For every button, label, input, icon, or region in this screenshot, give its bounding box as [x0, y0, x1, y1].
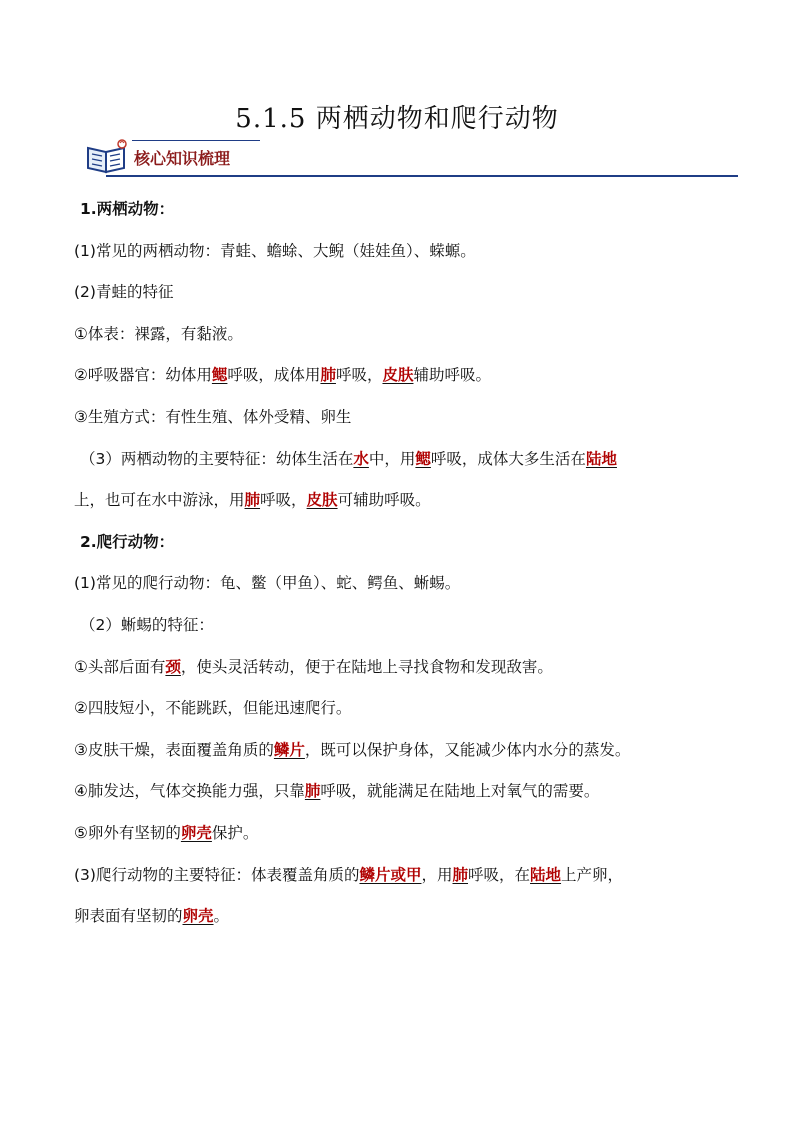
note-text: 上产卵，	[561, 865, 624, 884]
note-text: 保护。	[211, 823, 259, 842]
answer-blank: 水	[353, 449, 369, 468]
answer-blank: 鳞片或甲	[359, 865, 422, 884]
note-text: 上，也可在水中游泳，用	[74, 491, 245, 510]
note-text: 2.爬行动物：	[80, 532, 175, 551]
header-top-rule	[132, 140, 260, 141]
section-label: 核心知识梳理	[134, 149, 231, 168]
note-text: ③生殖方式：有性生殖、体外受精、卵生	[74, 407, 352, 426]
note-text: 呼吸，在	[468, 865, 531, 884]
note-line	[74, 693, 754, 735]
note-line	[74, 860, 754, 902]
section-heading	[74, 194, 754, 236]
answer-blank: 肺	[244, 491, 261, 510]
note-text: ，用	[421, 865, 453, 884]
note-text: 。	[213, 907, 230, 926]
note-text: ④肺发达，气体交换能力强，只靠	[74, 782, 305, 801]
note-text: (1)常见的爬行动物：龟、鳖（甲鱼）、蛇、鳄鱼、蜥蜴。	[74, 574, 461, 593]
notes-body	[74, 194, 754, 943]
note-text: ②呼吸器官：幼体用	[74, 366, 212, 385]
note-text: 中，用	[368, 449, 416, 468]
note-text: 可辅助呼吸。	[337, 491, 431, 510]
answer-blank: 陆地	[530, 865, 562, 884]
answer-blank: 陆地	[585, 449, 617, 468]
note-text: 呼吸，	[260, 491, 307, 510]
note-line	[74, 652, 754, 694]
note-text: 呼吸，	[335, 366, 383, 385]
note-line	[74, 277, 754, 319]
answer-blank: 鳞片	[273, 740, 305, 759]
note-line	[74, 485, 754, 527]
note-line	[74, 818, 754, 860]
answer-blank: 皮肤	[306, 491, 338, 510]
note-text: (1)常见的两栖动物：青蛙、蟾蜍、大鲵（娃娃鱼）、蝾螈。	[74, 241, 476, 260]
note-text: 1.两栖动物：	[80, 200, 175, 218]
answer-blank: 卵壳	[180, 823, 212, 842]
note-line	[74, 402, 754, 444]
note-line	[74, 735, 754, 777]
note-line	[74, 568, 754, 610]
note-line	[74, 360, 754, 402]
answer-blank: 肺	[320, 366, 336, 385]
note-text: 呼吸，成体用	[227, 366, 321, 385]
note-text: ，使头灵活转动，便于在陆地上寻找食物和发现敌害。	[180, 657, 553, 676]
note-text: 辅助呼吸。	[413, 366, 491, 385]
header-bottom-rule	[106, 175, 738, 177]
note-text: ②四肢短小，不能跳跃，但能迅速爬行。	[74, 699, 352, 718]
note-text: （2）蜥蜴的特征：	[80, 615, 214, 634]
note-text: 呼吸，成体大多生活在	[430, 449, 586, 468]
note-text: (3)爬行动物的主要特征：体表覆盖角质的	[74, 865, 360, 884]
answer-blank: 颈	[165, 657, 181, 676]
note-line	[74, 236, 754, 278]
note-line	[74, 901, 754, 943]
page-title: 5.1.5 两栖动物和爬行动物	[235, 104, 559, 134]
note-text: ⑤卵外有坚韧的	[74, 823, 181, 842]
section-header	[84, 136, 738, 180]
note-text: ③皮肤干燥，表面覆盖角质的	[74, 740, 274, 759]
note-line	[74, 319, 754, 361]
section-heading	[74, 527, 754, 569]
answer-blank: 卵壳	[182, 907, 214, 926]
note-line	[74, 776, 754, 818]
note-text: 呼吸，就能满足在陆地上对氧气的需要。	[320, 782, 600, 801]
answer-blank: 肺	[452, 865, 469, 884]
note-line	[74, 444, 754, 486]
answer-blank: 皮肤	[382, 366, 414, 385]
answer-blank: 肺	[304, 782, 321, 801]
open-book-icon	[84, 136, 132, 176]
note-text: 卵表面有坚韧的	[74, 907, 183, 926]
answer-blank: 鳃	[415, 449, 431, 468]
note-text: ①体表：裸露，有黏液。	[74, 324, 243, 343]
note-text: ，既可以保护身体，又能减少体内水分的蒸发。	[304, 740, 631, 759]
note-text: (2)青蛙的特征	[74, 283, 174, 302]
note-text: （3）两栖动物的主要特征：幼体生活在	[80, 449, 354, 468]
note-text: ①头部后面有	[74, 657, 166, 676]
answer-blank: 鳃	[211, 366, 228, 385]
note-line	[74, 610, 754, 652]
